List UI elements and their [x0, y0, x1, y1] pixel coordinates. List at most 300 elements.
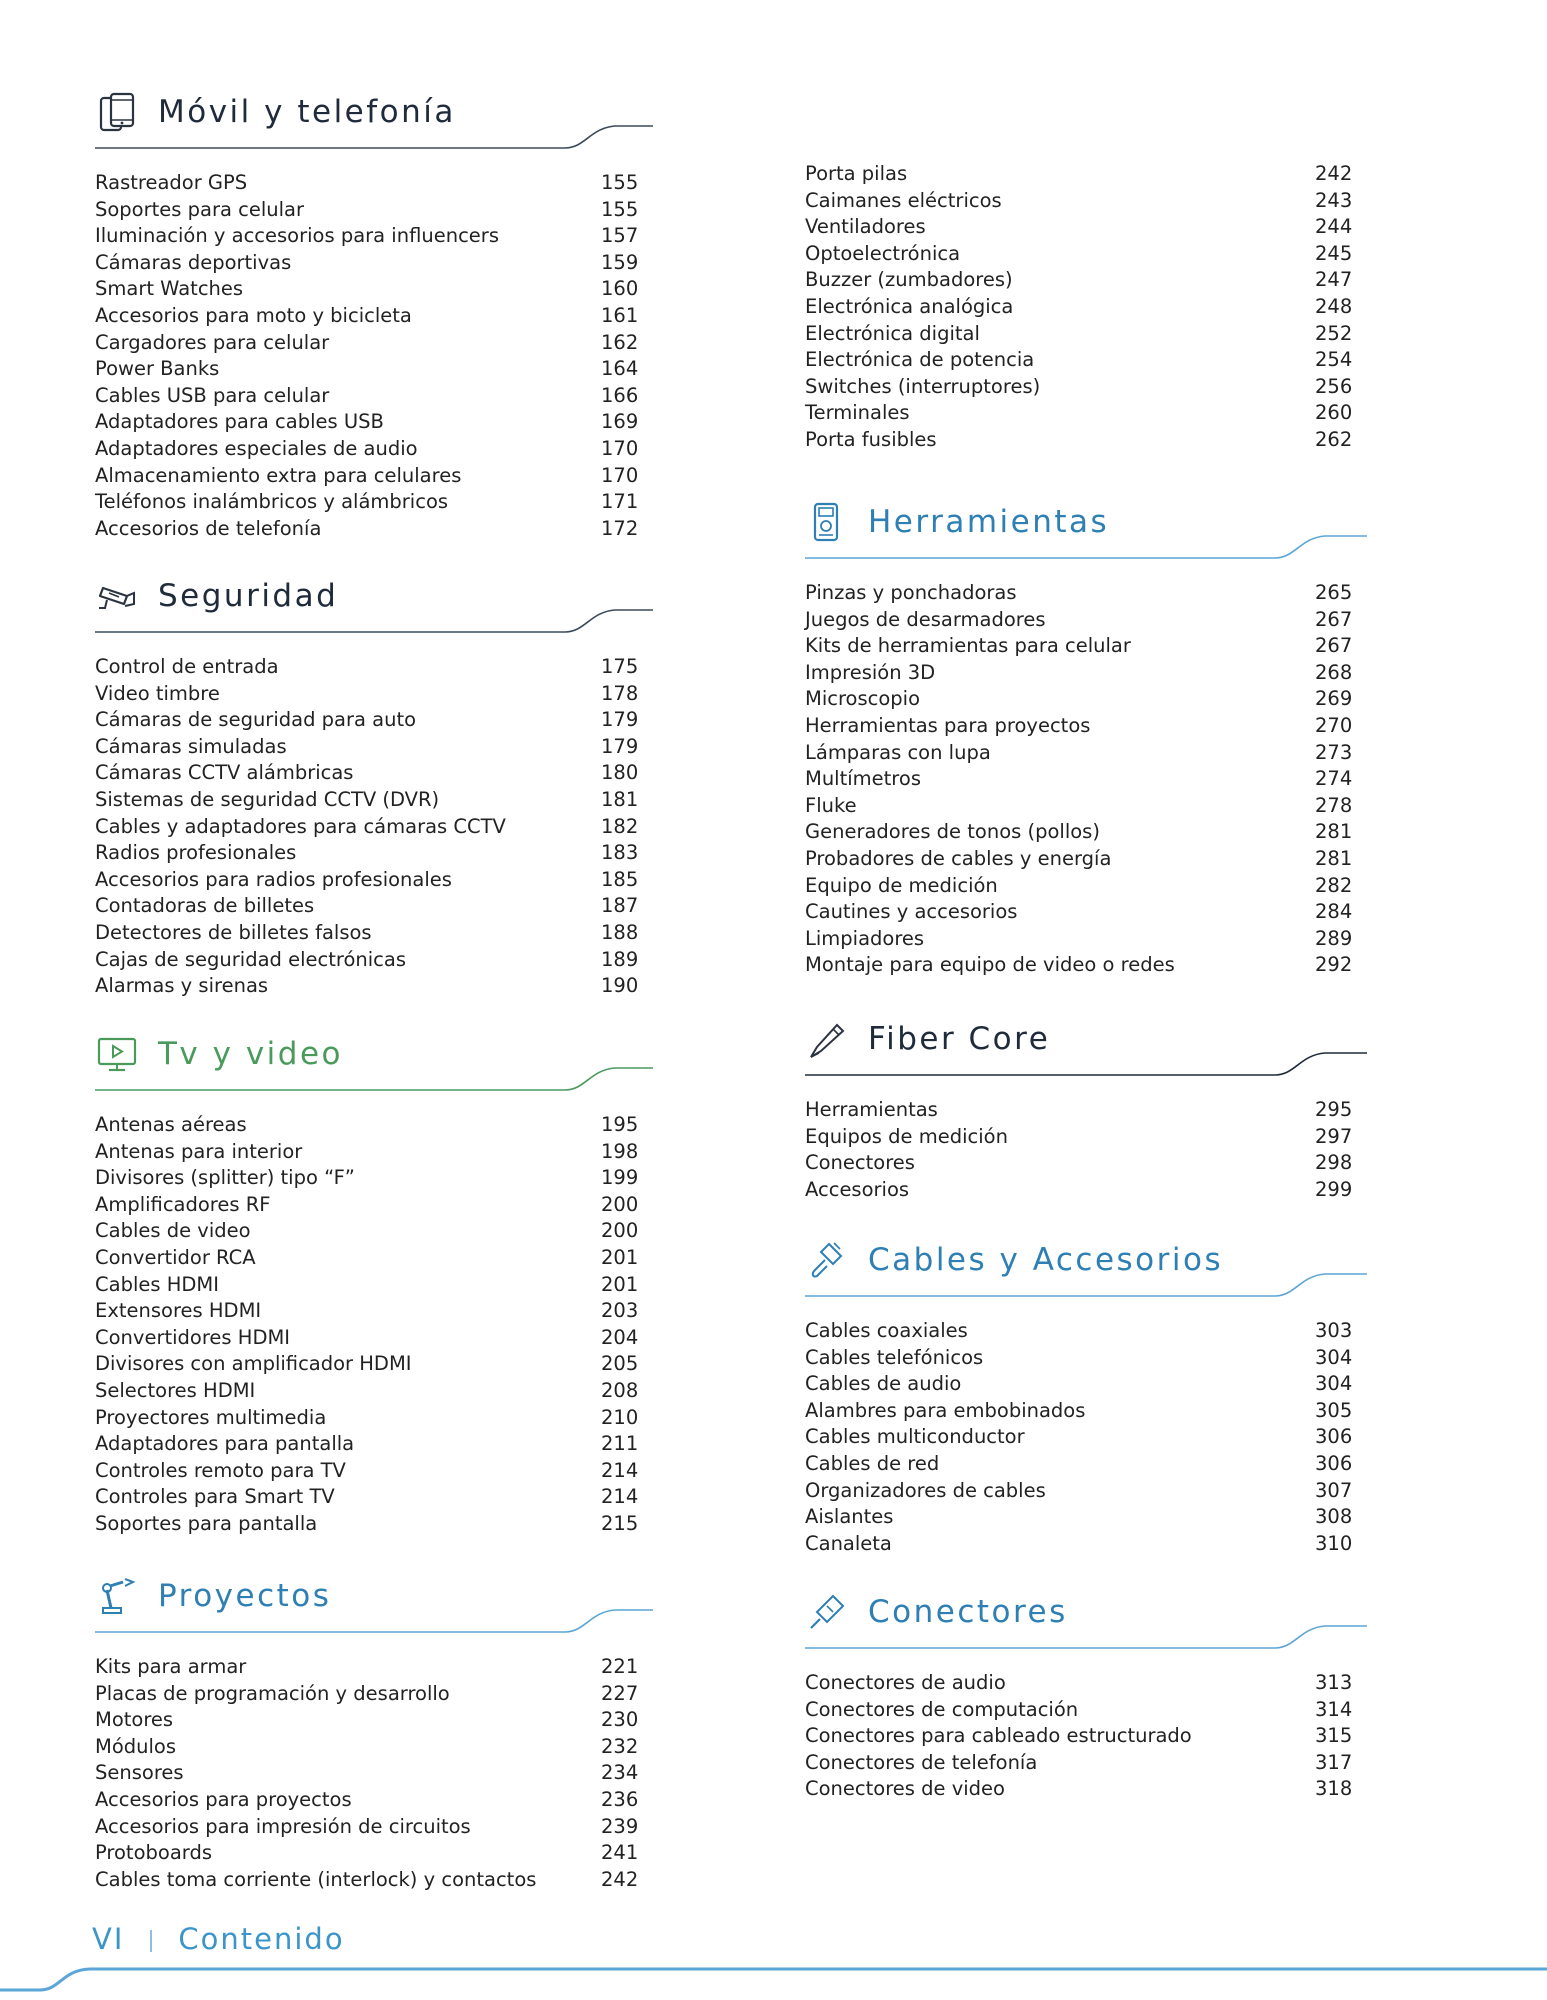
- item-page: 244: [1315, 215, 1353, 239]
- item-page: 172: [601, 516, 639, 540]
- item-page: 299: [1315, 1177, 1353, 1201]
- item-page: 171: [601, 490, 639, 514]
- item-page: 205: [601, 1352, 639, 1376]
- item-label: Amplificadores RF: [95, 1192, 271, 1216]
- item-page: 306: [1315, 1425, 1353, 1449]
- item-label: Alambres para embobinados: [805, 1398, 1086, 1422]
- item-label: Módulos: [95, 1734, 176, 1758]
- item-label: Teléfonos inalámbricos y alámbricos: [95, 490, 449, 514]
- list-item[interactable]: [95, 1681, 653, 1708]
- list-item[interactable]: [95, 223, 653, 250]
- item-page: 200: [601, 1219, 639, 1243]
- item-page: 190: [601, 974, 639, 998]
- section-title: Proyectos: [158, 1578, 332, 1614]
- item-label: Terminales: [805, 401, 910, 425]
- list-item[interactable]: [805, 1478, 1367, 1505]
- item-page: 175: [601, 655, 639, 678]
- item-label: Cajas de seguridad electrónicas: [95, 947, 407, 971]
- list-item[interactable]: [805, 660, 1367, 687]
- item-page: 195: [601, 1113, 639, 1136]
- list-item[interactable]: [805, 713, 1367, 740]
- section-title: Conectores: [868, 1594, 1068, 1630]
- item-page: 230: [601, 1708, 639, 1732]
- item-label: Cámaras deportivas: [95, 250, 292, 274]
- list-item[interactable]: [95, 1325, 653, 1352]
- footer-divider: [0, 1950, 1547, 2000]
- list-item[interactable]: [95, 787, 653, 814]
- list-item[interactable]: [805, 1776, 1367, 1803]
- item-page: 248: [1315, 294, 1353, 318]
- item-label: Sensores: [95, 1761, 184, 1785]
- list-item[interactable]: [95, 947, 653, 974]
- item-label: Detectores de billetes falsos: [95, 920, 372, 944]
- list-item[interactable]: [805, 580, 1367, 607]
- item-page: 199: [601, 1166, 639, 1190]
- item-label: Iluminación y accesorios para influencers: [95, 224, 499, 248]
- section-title: Herramientas: [868, 504, 1110, 540]
- list-item[interactable]: [805, 1124, 1367, 1151]
- item-page: 203: [601, 1299, 639, 1323]
- item-label: Cables y adaptadores para cámaras CCTV: [95, 814, 506, 838]
- list-item[interactable]: [805, 188, 1367, 215]
- item-page: 242: [601, 1867, 639, 1891]
- item-page: 284: [1315, 900, 1353, 924]
- item-label: Almacenamiento extra para celulares: [95, 463, 462, 487]
- item-label: Smart Watches: [95, 277, 244, 301]
- item-page: 295: [1315, 1098, 1353, 1121]
- item-label: Conectores: [805, 1151, 915, 1175]
- item-page: 242: [1315, 162, 1353, 185]
- list-item[interactable]: [95, 1734, 653, 1761]
- item-label: Cautines y accesorios: [805, 900, 1018, 924]
- list-item[interactable]: [95, 734, 653, 761]
- item-label: Ventiladores: [805, 215, 926, 239]
- list-item[interactable]: [805, 1670, 1367, 1697]
- item-page: 160: [601, 277, 639, 301]
- item-label: Cables toma corriente (interlock) y contactos: [95, 1867, 537, 1891]
- item-page: 314: [1315, 1697, 1353, 1721]
- list-item[interactable]: [95, 1378, 653, 1405]
- section-seguridad: [95, 572, 653, 1000]
- section-header: [805, 1588, 1367, 1650]
- list-item[interactable]: [805, 846, 1367, 873]
- list-item[interactable]: [95, 250, 653, 277]
- item-label: Cables telefónicos: [805, 1345, 984, 1369]
- item-page: 317: [1315, 1750, 1353, 1774]
- item-page: 211: [601, 1432, 639, 1456]
- item-page: 289: [1315, 926, 1353, 950]
- item-label: Cables de audio: [805, 1372, 962, 1396]
- item-page: 298: [1315, 1151, 1353, 1175]
- item-list: [95, 654, 653, 1000]
- item-label: Organizadores de cables: [805, 1478, 1046, 1502]
- list-item[interactable]: [95, 197, 653, 224]
- item-page: 254: [1315, 348, 1353, 372]
- item-label: Conectores de audio: [805, 1671, 1006, 1694]
- item-list: [95, 1654, 653, 1893]
- section-header: [95, 1572, 653, 1634]
- item-page: 252: [1315, 321, 1353, 345]
- item-page: 198: [601, 1139, 639, 1163]
- item-page: 274: [1315, 767, 1353, 791]
- item-label: Switches (interruptores): [805, 374, 1041, 398]
- section-proyectos: [95, 1572, 653, 1893]
- list-item[interactable]: [95, 356, 653, 383]
- item-label: Adaptadores para cables USB: [95, 410, 384, 434]
- item-label: Power Banks: [95, 357, 220, 381]
- item-page: 305: [1315, 1398, 1353, 1422]
- item-page: 243: [1315, 188, 1353, 212]
- item-label: Cámaras simuladas: [95, 734, 287, 758]
- list-item[interactable]: [805, 873, 1367, 900]
- section-header: [95, 1030, 653, 1092]
- item-label: Antenas para interior: [95, 1139, 303, 1163]
- item-label: Accesorios para impresión de circuitos: [95, 1814, 471, 1838]
- item-page: 292: [1315, 953, 1353, 977]
- list-item[interactable]: [805, 374, 1367, 401]
- item-label: Soportes para celular: [95, 197, 305, 221]
- section-divider: [95, 120, 653, 150]
- section-cables-accesorios: [805, 1236, 1367, 1557]
- list-item[interactable]: [95, 1165, 653, 1192]
- list-item[interactable]: [95, 1787, 653, 1814]
- list-item[interactable]: [805, 686, 1367, 713]
- item-page: 155: [601, 171, 639, 194]
- item-label: Cargadores para celular: [95, 330, 330, 354]
- list-item[interactable]: [805, 1750, 1367, 1777]
- item-page: 308: [1315, 1505, 1353, 1529]
- item-label: Cables USB para celular: [95, 383, 330, 407]
- list-item[interactable]: [95, 409, 653, 436]
- item-label: Kits de herramientas para celular: [805, 634, 1131, 658]
- item-label: Proyectores multimedia: [95, 1405, 327, 1429]
- item-page: 210: [601, 1405, 639, 1429]
- item-page: 256: [1315, 374, 1353, 398]
- section-divider: [805, 1268, 1367, 1298]
- list-item[interactable]: [805, 294, 1367, 321]
- item-label: Selectores HDMI: [95, 1378, 256, 1402]
- item-label: Extensores HDMI: [95, 1299, 262, 1323]
- item-label: Soportes para pantalla: [95, 1511, 318, 1535]
- section-tv-video: [95, 1030, 653, 1538]
- list-item[interactable]: [805, 1398, 1367, 1425]
- item-label: Multímetros: [805, 767, 921, 791]
- item-label: Adaptadores especiales de audio: [95, 436, 418, 460]
- section-title: Fiber Core: [868, 1021, 1051, 1057]
- item-page: 247: [1315, 268, 1353, 292]
- item-label: Antenas aéreas: [95, 1113, 247, 1136]
- list-item[interactable]: [805, 427, 1367, 454]
- item-label: Conectores de telefonía: [805, 1750, 1038, 1774]
- list-item[interactable]: [95, 1484, 653, 1511]
- item-list: [95, 170, 653, 542]
- item-list: [805, 161, 1367, 454]
- item-page: 234: [601, 1761, 639, 1785]
- item-page: 307: [1315, 1478, 1353, 1502]
- item-page: 188: [601, 920, 639, 944]
- item-label: Radios profesionales: [95, 841, 297, 865]
- list-item[interactable]: [95, 707, 653, 734]
- list-item[interactable]: [95, 516, 653, 543]
- list-item[interactable]: [805, 1504, 1367, 1531]
- list-item[interactable]: [95, 973, 653, 1000]
- list-item[interactable]: [805, 1150, 1367, 1177]
- list-item[interactable]: [805, 899, 1367, 926]
- item-label: Divisores con amplificador HDMI: [95, 1352, 412, 1376]
- item-label: Optoelectrónica: [805, 241, 961, 265]
- item-page: 161: [601, 303, 639, 327]
- item-page: 281: [1315, 846, 1353, 870]
- list-item[interactable]: [95, 1112, 653, 1139]
- item-label: Buzzer (zumbadores): [805, 268, 1013, 292]
- item-page: 183: [601, 841, 639, 865]
- list-item[interactable]: [95, 681, 653, 708]
- item-label: Accesorios de telefonía: [95, 516, 322, 540]
- list-item[interactable]: [805, 793, 1367, 820]
- item-label: Limpiadores: [805, 926, 925, 950]
- list-item[interactable]: [805, 400, 1367, 427]
- item-page: 267: [1315, 634, 1353, 658]
- item-page: 189: [601, 947, 639, 971]
- section-header: [95, 88, 653, 150]
- list-item[interactable]: [95, 303, 653, 330]
- item-label: Probadores de cables y energía: [805, 846, 1112, 870]
- list-item[interactable]: [95, 489, 653, 516]
- item-page: 164: [601, 357, 639, 381]
- item-label: Herramientas para proyectos: [805, 713, 1091, 737]
- list-item[interactable]: [95, 170, 653, 197]
- list-item[interactable]: [805, 1177, 1367, 1204]
- item-page: 315: [1315, 1724, 1353, 1748]
- list-item[interactable]: [805, 1345, 1367, 1372]
- list-item[interactable]: [805, 1097, 1367, 1124]
- item-label: Porta pilas: [805, 162, 908, 185]
- footer-separator: [150, 1930, 152, 1952]
- list-item[interactable]: [805, 267, 1367, 294]
- section-divider: [95, 1604, 653, 1634]
- item-label: Pinzas y ponchadoras: [805, 581, 1017, 604]
- list-item[interactable]: [805, 1531, 1367, 1558]
- item-label: Protoboards: [95, 1841, 212, 1865]
- item-list: [805, 1318, 1367, 1557]
- item-page: 170: [601, 436, 639, 460]
- list-item[interactable]: [805, 1371, 1367, 1398]
- item-label: Accesorios para radios profesionales: [95, 867, 452, 891]
- item-label: Conectores para cableado estructurado: [805, 1724, 1192, 1748]
- item-page: 310: [1315, 1531, 1353, 1555]
- item-page: 169: [601, 410, 639, 434]
- footer-section-name: Contenido: [178, 1922, 345, 1956]
- list-item[interactable]: [95, 1431, 653, 1458]
- item-label: Kits para armar: [95, 1655, 247, 1678]
- list-item[interactable]: [95, 1707, 653, 1734]
- list-item[interactable]: [805, 607, 1367, 634]
- item-page: 200: [601, 1192, 639, 1216]
- item-page: 278: [1315, 793, 1353, 817]
- item-list: [805, 1097, 1367, 1203]
- item-list: [805, 580, 1367, 979]
- item-page: 318: [1315, 1777, 1353, 1801]
- list-item[interactable]: [95, 1192, 653, 1219]
- item-page: 268: [1315, 660, 1353, 684]
- list-item[interactable]: [95, 330, 653, 357]
- section-title: Móvil y telefonía: [158, 94, 456, 130]
- list-item[interactable]: [95, 276, 653, 303]
- list-item[interactable]: [95, 1298, 653, 1325]
- list-item[interactable]: [95, 1840, 653, 1867]
- item-label: Accesorios para proyectos: [95, 1787, 352, 1811]
- item-page: 304: [1315, 1345, 1353, 1369]
- list-item[interactable]: [95, 1405, 653, 1432]
- item-label: Juegos de desarmadores: [805, 607, 1046, 631]
- list-item[interactable]: [95, 436, 653, 463]
- item-label: Aislantes: [805, 1505, 894, 1529]
- list-item[interactable]: [95, 840, 653, 867]
- section-movil: [95, 88, 653, 542]
- section-header: [95, 572, 653, 634]
- list-item[interactable]: [95, 1867, 653, 1894]
- list-item[interactable]: [805, 740, 1367, 767]
- list-item[interactable]: [95, 1218, 653, 1245]
- list-item[interactable]: [805, 161, 1367, 188]
- item-page: 227: [601, 1681, 639, 1705]
- item-label: Placas de programación y desarrollo: [95, 1681, 450, 1705]
- item-label: Controles remoto para TV: [95, 1458, 346, 1482]
- item-page: 185: [601, 867, 639, 891]
- list-item[interactable]: [805, 1451, 1367, 1478]
- item-label: Control de entrada: [95, 655, 279, 678]
- item-page: 262: [1315, 427, 1353, 451]
- item-page: 265: [1315, 581, 1353, 604]
- item-label: Cámaras CCTV alámbricas: [95, 761, 354, 785]
- section-divider: [805, 1047, 1367, 1077]
- list-item[interactable]: [805, 633, 1367, 660]
- list-item[interactable]: [95, 760, 653, 787]
- section-divider: [805, 530, 1367, 560]
- list-item[interactable]: [95, 1760, 653, 1787]
- item-page: 201: [601, 1272, 639, 1296]
- list-item[interactable]: [805, 241, 1367, 268]
- list-item[interactable]: [95, 920, 653, 947]
- item-label: Conectores de computación: [805, 1697, 1079, 1721]
- list-item[interactable]: [95, 1351, 653, 1378]
- item-page: 267: [1315, 607, 1353, 631]
- item-page: 155: [601, 197, 639, 221]
- item-page: 159: [601, 250, 639, 274]
- item-label: Electrónica de potencia: [805, 348, 1035, 372]
- list-item[interactable]: [95, 1458, 653, 1485]
- item-label: Cámaras de seguridad para auto: [95, 708, 417, 732]
- item-page: 170: [601, 463, 639, 487]
- list-item[interactable]: [95, 654, 653, 681]
- item-label: Generadores de tonos (pollos): [805, 820, 1100, 844]
- item-page: 306: [1315, 1451, 1353, 1475]
- list-item[interactable]: [95, 1245, 653, 1272]
- list-item[interactable]: [805, 1424, 1367, 1451]
- list-item[interactable]: [805, 1723, 1367, 1750]
- item-page: 208: [601, 1378, 639, 1402]
- item-label: Alarmas y sirenas: [95, 974, 269, 998]
- item-label: Montaje para equipo de video o redes: [805, 953, 1175, 977]
- list-item[interactable]: [95, 383, 653, 410]
- item-page: 178: [601, 681, 639, 705]
- item-page: 313: [1315, 1671, 1353, 1694]
- item-page: 204: [601, 1325, 639, 1349]
- list-item[interactable]: [95, 1814, 653, 1841]
- item-label: Adaptadores para pantalla: [95, 1432, 355, 1456]
- item-page: 215: [601, 1511, 639, 1535]
- item-page: 214: [601, 1485, 639, 1509]
- item-page: 232: [601, 1734, 639, 1758]
- item-page: 282: [1315, 873, 1353, 897]
- list-item[interactable]: [805, 819, 1367, 846]
- list-item[interactable]: [805, 347, 1367, 374]
- list-item[interactable]: [805, 214, 1367, 241]
- item-label: Impresión 3D: [805, 660, 936, 684]
- item-label: Microscopio: [805, 687, 921, 711]
- list-item[interactable]: [805, 766, 1367, 793]
- item-label: Cables de video: [95, 1219, 251, 1243]
- list-item[interactable]: [95, 1272, 653, 1299]
- item-page: 304: [1315, 1372, 1353, 1396]
- item-page: 162: [601, 330, 639, 354]
- item-page: 201: [601, 1245, 639, 1269]
- list-item[interactable]: [805, 952, 1367, 979]
- item-page: 221: [601, 1655, 639, 1678]
- item-label: Accesorios: [805, 1177, 910, 1201]
- item-label: Conectores de video: [805, 1777, 1005, 1801]
- item-page: 269: [1315, 687, 1353, 711]
- item-label: Electrónica digital: [805, 321, 980, 345]
- item-page: 187: [601, 894, 639, 918]
- item-label: Cables HDMI: [95, 1272, 219, 1296]
- item-page: 241: [601, 1841, 639, 1865]
- list-item[interactable]: [95, 1139, 653, 1166]
- item-page: 303: [1315, 1319, 1353, 1342]
- list-item[interactable]: [95, 893, 653, 920]
- list-item[interactable]: [95, 463, 653, 490]
- item-label: Caimanes eléctricos: [805, 188, 1002, 212]
- section-fiber-core: [805, 1015, 1367, 1203]
- list-item[interactable]: [95, 867, 653, 894]
- item-page: 179: [601, 734, 639, 758]
- list-item[interactable]: [95, 814, 653, 841]
- list-item[interactable]: [805, 926, 1367, 953]
- item-label: Accesorios para moto y bicicleta: [95, 303, 412, 327]
- item-label: Equipos de medición: [805, 1124, 1008, 1148]
- item-page: 281: [1315, 820, 1353, 844]
- item-page: 273: [1315, 740, 1353, 764]
- list-item[interactable]: [805, 1697, 1367, 1724]
- list-item[interactable]: [805, 321, 1367, 348]
- list-item[interactable]: [95, 1654, 653, 1681]
- item-label: Sistemas de seguridad CCTV (DVR): [95, 787, 440, 811]
- item-label: Convertidor RCA: [95, 1245, 256, 1269]
- item-label: Convertidores HDMI: [95, 1325, 291, 1349]
- item-label: Fluke: [805, 793, 857, 817]
- item-page: 182: [601, 814, 639, 838]
- item-page: 180: [601, 761, 639, 785]
- section-title: Cables y Accesorios: [868, 1242, 1224, 1278]
- item-page: 239: [601, 1814, 639, 1838]
- list-item[interactable]: [805, 1318, 1367, 1345]
- list-item[interactable]: [95, 1511, 653, 1538]
- section-divider: [95, 1062, 653, 1092]
- section-header: [805, 498, 1367, 560]
- item-label: Canaleta: [805, 1531, 892, 1555]
- item-list: [805, 1670, 1367, 1803]
- item-page: 214: [601, 1458, 639, 1482]
